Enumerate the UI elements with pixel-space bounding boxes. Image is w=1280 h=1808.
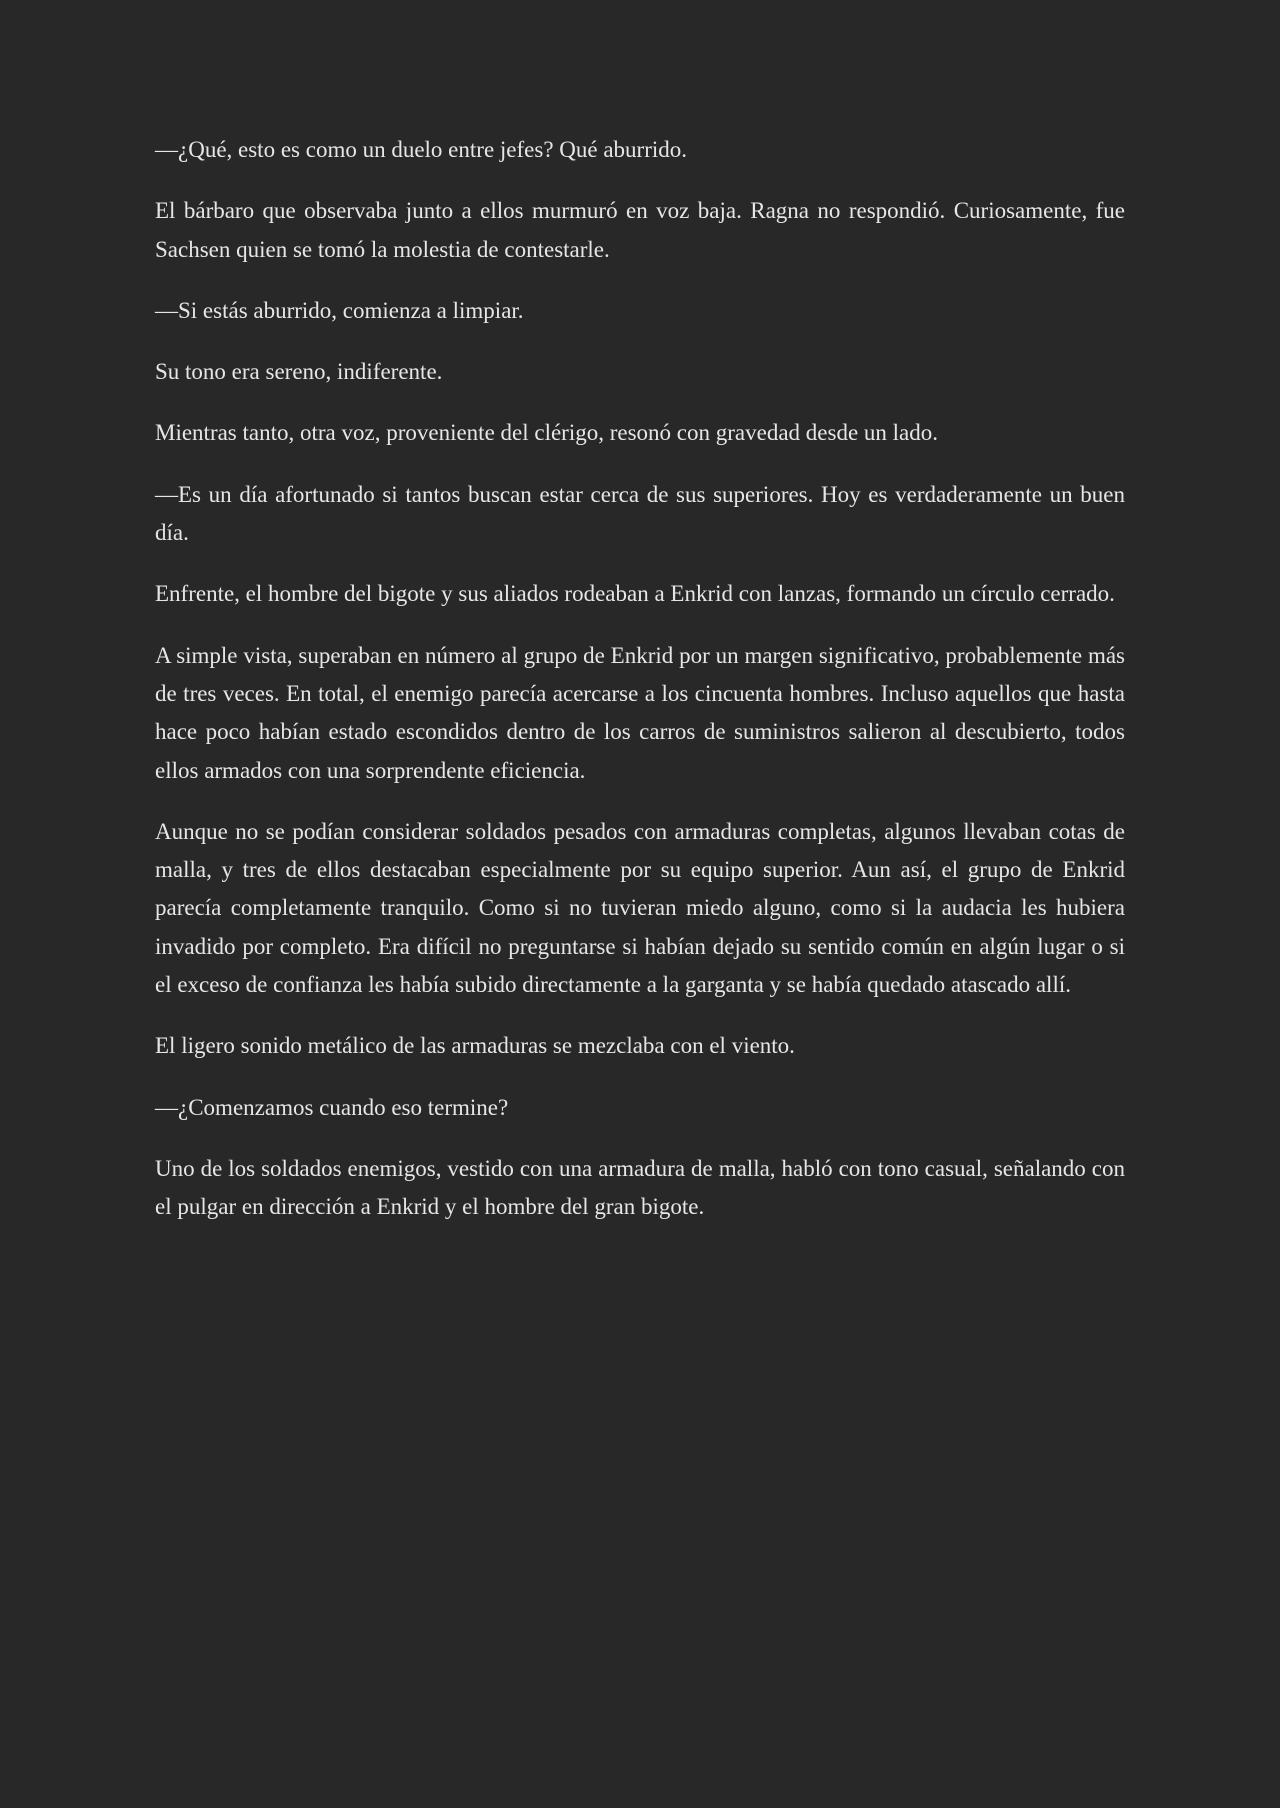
paragraph: El ligero sonido metálico de las armaduras se mezclaba con el viento. — [155, 1033, 795, 1059]
paragraph: Enfrente, el hombre del bigote y sus aliados rodeaban a Enkrid con lanzas, formando un círculo cerrado. — [155, 581, 1115, 607]
paragraph: —¿Qué, esto es como un duelo entre jefes? Qué aburrido. — [155, 137, 688, 162]
paragraph: —Es un día afortunado si tantos buscan estar cerca de sus superiores. Hoy es verdaderamente un buen día. — [155, 481, 1125, 546]
paragraph: —Si estás aburrido, comienza a limpiar. — [155, 297, 524, 323]
paragraph: —¿Comenzamos cuando eso termine? — [155, 1094, 509, 1120]
paragraph: Su tono era sereno, indiferente. — [155, 359, 443, 385]
paragraph: A simple vista, superaban en número al grupo de Enkrid por un margen significativo, probablemente más de tres veces. En total, el enemigo parecía acercarse a los cincuenta hombres. Incluso aquellos que hasta hace poco habían estado escondidos dentro de los carros de suministros salieron al descubierto, todos ellos armados con una sorprendente eficiencia. — [155, 642, 1125, 783]
paragraph: Mientras tanto, otra voz, proveniente del clérigo, resonó con gravedad desde un lado. — [155, 420, 939, 446]
paragraph: El bárbaro que observaba junto a ellos murmuró en voz baja. Ragna no respondió. Curiosamente, fue Sachsen quien se tomó la molestia de contestarle. — [155, 198, 1125, 262]
paragraph: Aunque no se podían considerar soldados pesados con armaduras completas, algunos llevaban cotas de malla, y tres de ellos destacaban especialmente por su equipo superior. Aun así, el grupo de Enkrid parecía completamente tranquilo. Como si no tuvieran miedo alguno, como si la audacia les hubiera invadido por completo. Era difícil no preguntarse si habían dejado su sentido común en algún lugar o si el exceso de confianza les había subido directamente a la garganta y se había quedado atascado allí. — [155, 818, 1125, 998]
paragraph: Uno de los soldados enemigos, vestido con una armadura de malla, habló con tono casual, señalando con el pulgar en dirección a Enkrid y el hombre del gran bigote. — [155, 1155, 1125, 1220]
